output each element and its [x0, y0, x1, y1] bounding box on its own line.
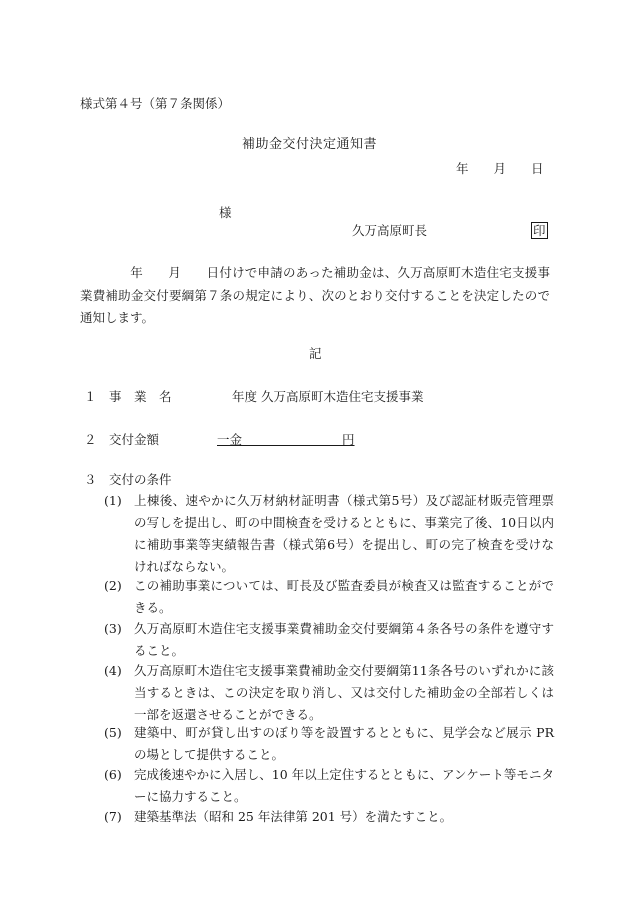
condition-text: 久万高原町木造住宅支援事業費補助金交付要綱第４条各号の条件を遵守すること。 [134, 621, 554, 658]
issuer: 久万高原町長 [352, 223, 428, 238]
condition-number: (3) [104, 621, 122, 636]
item1-value: 年度 久万高原町木造住宅支援事業 [232, 389, 424, 404]
condition-number: (6) [104, 767, 122, 782]
seal-label: 印 [533, 223, 546, 238]
item1-number: １ [84, 389, 97, 404]
condition-item [104, 575, 554, 619]
date-line: 年 月 日 [456, 161, 544, 176]
form-label: 様式第４号（第７条関係） [80, 96, 231, 111]
item2-amount: 一金 円 [217, 432, 355, 447]
body-text: 年 月 日付けで申請のあった補助金は、久万高原町木造住宅支援事業費補助金交付要綱第７条の規定により、次のとおり交付することを決定したので通知します。 [80, 265, 550, 325]
condition-number: (5) [104, 725, 122, 740]
condition-text: 上棟後、速やかに久万材納材証明書（様式第5号）及び認証材販売管理票の写しを提出し、町の中間検査を受けるとともに、事業完了後、10日以内に補助事業等実績報告書（様式第6号）を提出し、町の完了検査を受けなければならない。 [134, 493, 554, 574]
condition-item [104, 660, 554, 726]
condition-text: この補助事業については、町長及び監査委員が検査又は監査することができる。 [134, 578, 554, 615]
condition-item [104, 722, 554, 766]
body-paragraph [80, 262, 550, 330]
condition-text: 建築中、町が貸し出すのぼり等を設置するとともに、見学会など展示 PR の場として提供すること。 [134, 725, 554, 762]
condition-item [104, 764, 554, 808]
item3-label: 交付の条件 [109, 472, 172, 487]
addressee-suffix: 様 [219, 205, 232, 220]
ki-heading: 記 [309, 346, 322, 361]
item2-label: 交付金額 [109, 432, 160, 447]
condition-number: (7) [104, 809, 122, 824]
condition-item [104, 490, 554, 578]
condition-item [104, 806, 554, 828]
item2-number: ２ [84, 432, 97, 447]
document-title: 補助金交付決定通知書 [242, 137, 378, 152]
item3-number: ３ [84, 472, 97, 487]
condition-number: (4) [104, 663, 122, 678]
condition-text: 建築基準法（昭和 25 年法律第 201 号）を満たすこと。 [134, 809, 453, 824]
condition-number: (1) [104, 493, 122, 508]
seal-mark [531, 222, 548, 239]
condition-text: 完成後速やかに入居し、10 年以上定住するとともに、アンケート等モニターに協力すること。 [134, 767, 554, 804]
item1-label: 事 業 名 [109, 389, 172, 404]
condition-text: 久万高原町木造住宅支援事業費補助金交付要綱第11条各号のいずれかに該当するときは、この決定を取り消し、又は交付した補助金の全部若しくは一部を返還させることができる。 [134, 663, 554, 722]
condition-item [104, 618, 554, 662]
condition-number: (2) [104, 578, 122, 593]
